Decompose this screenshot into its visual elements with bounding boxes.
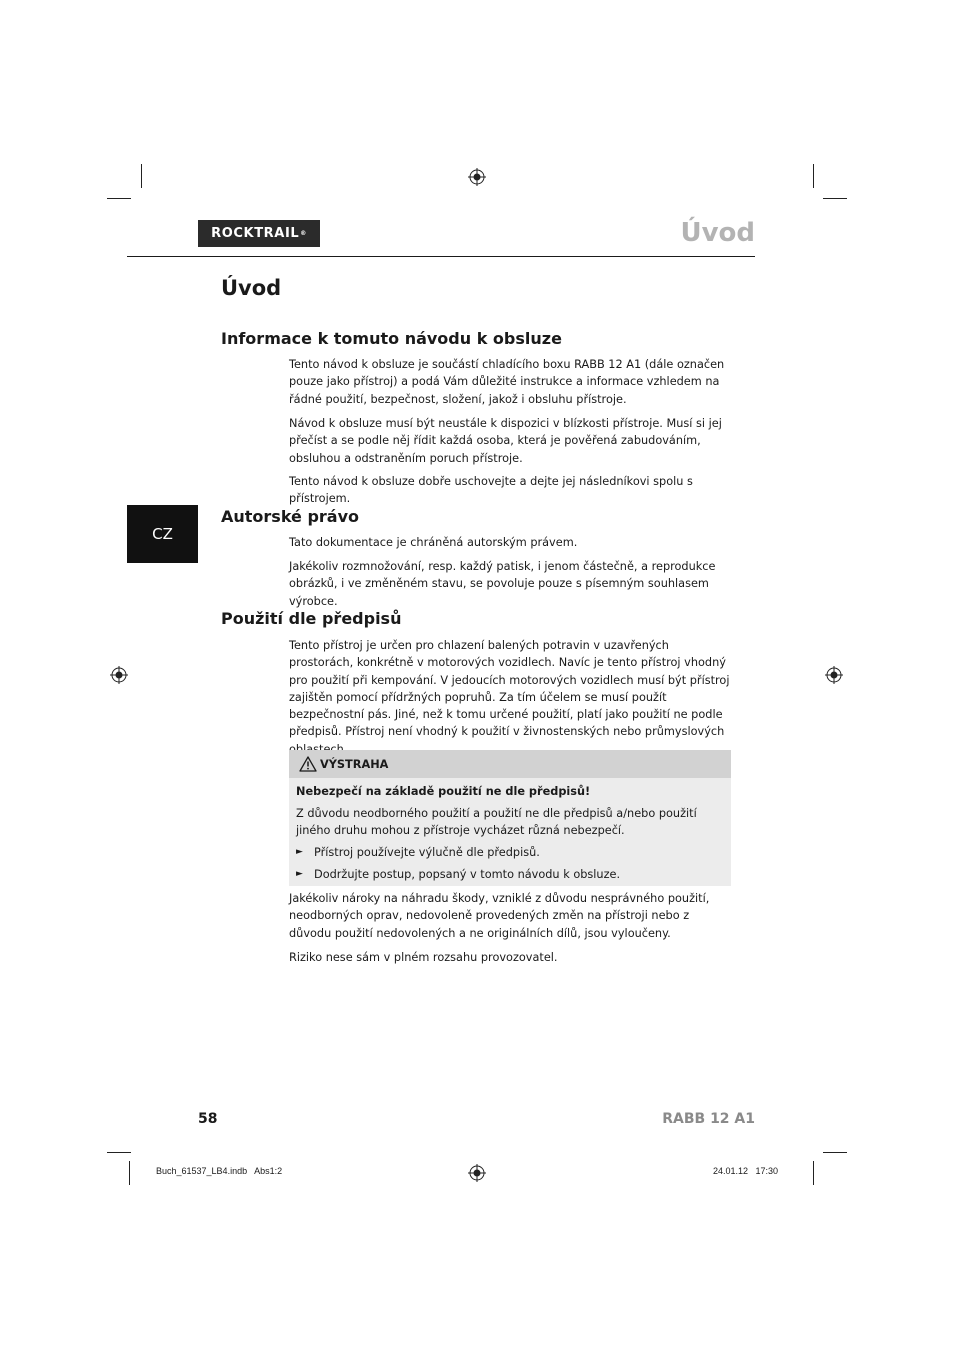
page-title: Úvod [221, 276, 282, 300]
registration-mark-icon [825, 666, 843, 684]
crop-mark [813, 1161, 814, 1185]
brand-name: ROCKTRAIL [211, 226, 300, 241]
paragraph: Jakékoliv nároky na náhradu škody, vzniklé z důvodu nesprávného použití, neodborných oprav, nedovoleně provedených změn na přístroji nebo z důvodu použití nedovolených a ne originálních dílů, jsou vyloučeny. [289, 892, 710, 940]
paragraph: Tato dokumentace je chráněná autorským právem. [289, 536, 578, 549]
warning-label: VÝSTRAHA [320, 757, 389, 771]
paragraph: Tento návod k obsluze dobře uschovejte a dejte jej následníkovi spolu s přístrojem. [289, 475, 693, 506]
warning-text: Z důvodu neodborného použití a použití ne dle předpisů a/nebo použití jiného druhu mohou z přístroje vycházet různá nebezpečí. [296, 807, 697, 838]
header-divider [127, 256, 755, 257]
registration-mark-icon [110, 666, 128, 684]
registration-mark-icon [468, 168, 486, 186]
paragraph: Návod k obsluze musí být neustále k dispozici v blízkosti přístroje. Musí si jej přečíst a se podle něj řídit každá osoba, která je pověřená zabudováním, obsluhou a odstraněním poruch přístroje. [289, 417, 722, 465]
brand-logo [198, 220, 320, 247]
warning-box [289, 750, 731, 886]
warning-bullet-text: Dodržujte postup, popsaný v tomto návodu k obsluze. [314, 868, 621, 881]
registration-mark-icon [468, 1164, 486, 1182]
paragraph: Jakékoliv rozmnožování, resp. každý patisk, i jenom částečně, a reprodukce obrázků, i ve změněném stavu, se povoluje pouze s písemným souhlasem výrobce. [289, 560, 716, 608]
crop-mark [107, 1152, 131, 1153]
section-heading: Autorské právo [221, 507, 360, 526]
crop-mark [823, 198, 847, 199]
crop-mark [813, 164, 814, 188]
header-section-title: Úvod [680, 218, 755, 248]
crop-mark [141, 164, 142, 188]
bullet-arrow-icon: ► [296, 869, 303, 879]
print-slug-file: Buch_61537_LB4.indb Abs1:2 [156, 1166, 283, 1176]
paragraph: Tento přístroj je určen pro chlazení balených potravin v uzavřených prostorách, konkrétně v motorových vozidlech. Navíc je tento přístroj vhodný pro použití při kempování. V jedoucích motorových vozidlech musí být přístroj zajištěn pomocí přídržných popruhů. Za tím účelem se musí použít bezpečnostní pás. Jiné, než k tomu určené použití, platí jako použití ne podle předpisů. Přístroj není vhodný k použití v živnostenských nebo průmyslových [289, 639, 730, 739]
section-heading: Informace k tomuto návodu k obsluze [221, 329, 562, 348]
page-number: 58 [198, 1111, 218, 1127]
bullet-arrow-icon: ► [296, 847, 303, 857]
crop-mark [823, 1152, 847, 1153]
warning-bullet [296, 866, 620, 883]
warning-bullet [296, 844, 540, 861]
print-slug-date: 24.01.12 17:30 [712, 1166, 778, 1176]
paragraph: Tento návod k obsluze je součástí chladícího boxu RABB 12 A1 (dále označen pouze jako přístroj) a podá Vám důležité instrukce a informace vzhledem na řádné použití, bezpečnost, složení, jakož i obsluhu přístroje. [289, 358, 725, 406]
paragraph: Riziko nese sám v plném rozsahu provozovatel. [289, 951, 558, 964]
warning-triangle-icon [299, 756, 317, 772]
warning-headline: Nebezpečí na základě použití ne dle předpisů! [296, 785, 591, 798]
brand-registered-mark: ® [300, 230, 307, 237]
language-tab: CZ [127, 505, 198, 563]
warning-bullet-text: Přístroj používejte výlučně dle předpisů. [314, 846, 540, 859]
footer-model: RABB 12 A1 [662, 1111, 755, 1127]
warning-header [289, 750, 731, 778]
crop-mark [129, 1161, 130, 1185]
section-heading: Použití dle předpisů [221, 609, 402, 628]
crop-mark [107, 198, 131, 199]
